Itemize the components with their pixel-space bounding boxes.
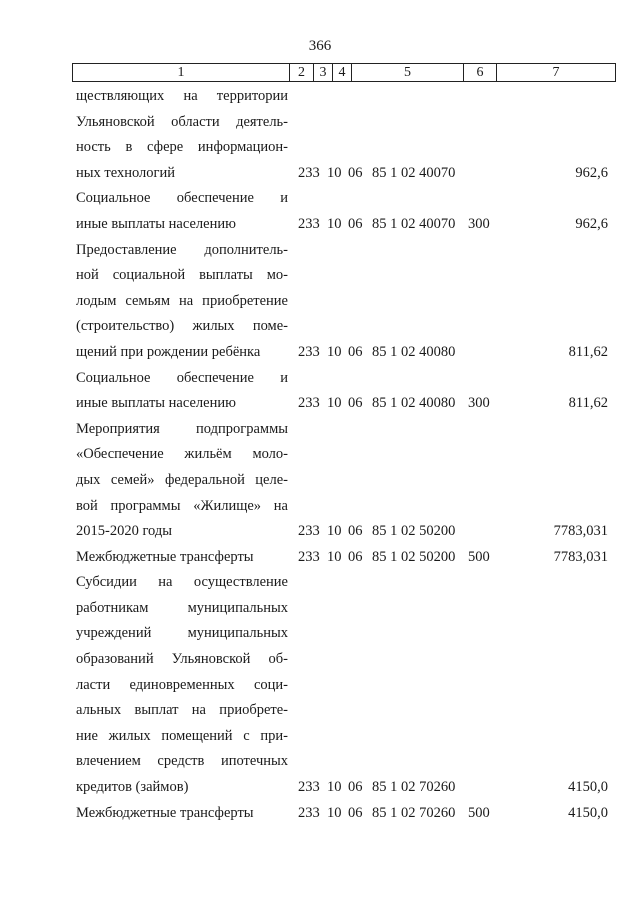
description-line: ных технологий [76,164,175,181]
target-article-code: 85 1 02 50200 [372,523,456,540]
section-code: 10 [327,343,342,360]
subsection-code: 06 [348,804,363,821]
amount: 7783,031 [553,548,608,565]
amount: 7783,031 [553,523,608,540]
row-codes [0,391,640,417]
column-header-3: 3 [314,64,333,82]
column-header-1: 1 [73,64,290,82]
description-line: альных выплат на приобрете- [76,702,288,719]
description-line: учреждений муниципальных [76,625,288,642]
section-code: 10 [327,804,342,821]
description-line: ществляющих на территории [76,88,288,104]
row-codes [0,340,640,366]
description-line: образований Ульяновской об- [76,651,288,668]
table-row [0,186,640,237]
admin-code: 233 [298,215,320,232]
page-number: 366 [308,38,332,54]
description-line: Субсидии на осуществление [76,574,288,591]
admin-code: 233 [298,395,320,412]
expense-type-code: 300 [468,215,490,232]
description-line: лодым семьям на приобретение [76,292,288,309]
admin-code: 233 [298,523,320,540]
target-article-code: 85 1 02 70260 [372,779,456,796]
subsection-code: 06 [348,164,363,181]
description-line: «Обеспечение жильём моло- [76,446,288,463]
row-codes [0,801,640,827]
expense-type-code: 300 [468,395,490,412]
expense-type-code: 500 [468,548,490,565]
section-code: 10 [327,164,342,181]
row-codes [0,775,640,801]
column-header-4: 4 [333,64,352,82]
description-line: Мероприятия подпрограммы [76,420,288,437]
table-row [0,238,640,366]
row-codes [0,545,640,571]
column-header-6: 6 [464,64,497,82]
target-article-code: 85 1 02 40070 [372,164,456,181]
column-header-7: 7 [497,64,616,82]
description-line: работникам муниципальных [76,599,288,616]
section-code: 10 [327,548,342,565]
description-line: вой программы «Жилище» на [76,497,288,514]
subsection-code: 06 [348,395,363,412]
row-codes [0,161,640,187]
description-line: Ульяновской области деятель- [76,113,288,130]
subsection-code: 06 [348,779,363,796]
amount: 4150,0 [568,804,608,821]
column-header-2: 2 [290,64,314,82]
admin-code: 233 [298,548,320,565]
description-line: Социальное обеспечение и [76,190,288,207]
description-line: щений при рождении ребёнка [76,343,261,360]
section-code: 10 [327,215,342,232]
description-line: (строительство) жилых поме- [76,318,288,335]
table-row [0,417,640,545]
description-line: 2015-2020 годы [76,523,172,540]
expense-type-code: 500 [468,804,490,821]
subsection-code: 06 [348,343,363,360]
row-description [76,570,288,800]
description-line: ной социальной выплаты мо- [76,267,288,284]
admin-code: 233 [298,343,320,360]
subsection-code: 06 [348,548,363,565]
amount: 811,62 [568,343,608,360]
section-code: 10 [327,779,342,796]
amount: 962,6 [575,164,608,181]
description-line: Предоставление дополнитель- [76,241,288,258]
column-header-table [72,63,616,82]
subsection-code: 06 [348,523,363,540]
section-code: 10 [327,395,342,412]
table-row [0,84,640,186]
table-row [0,545,640,571]
description-line: ние жилых помещений с при- [76,727,288,744]
description-line: кредитов (займов) [76,779,189,796]
admin-code: 233 [298,804,320,821]
description-line: Социальное обеспечение и [76,369,288,386]
amount: 4150,0 [568,779,608,796]
amount: 811,62 [568,395,608,412]
description-line: влечением средств ипотечных [76,753,288,770]
description-line: ность в сфере информацион- [76,139,288,156]
row-codes [0,212,640,238]
admin-code: 233 [298,779,320,796]
description-line: иные выплаты населению [76,395,236,412]
admin-code: 233 [298,164,320,181]
target-article-code: 85 1 02 70260 [372,804,456,821]
description-line: иные выплаты населению [76,215,236,232]
subsection-code: 06 [348,215,363,232]
description-line: Межбюджетные трансферты [76,548,254,565]
target-article-code: 85 1 02 50200 [372,548,456,565]
table-row [0,366,640,417]
row-codes [0,519,640,545]
table-row [0,570,640,800]
budget-table-body [0,84,640,826]
amount: 962,6 [575,215,608,232]
description-line: дых семей» федеральной целе- [76,471,288,488]
target-article-code: 85 1 02 40080 [372,343,456,360]
table-row [0,801,640,827]
description-line: ласти единовременных соци- [76,676,288,693]
column-header-5: 5 [352,64,464,82]
section-code: 10 [327,523,342,540]
target-article-code: 85 1 02 40080 [372,395,456,412]
target-article-code: 85 1 02 40070 [372,215,456,232]
description-line: Межбюджетные трансферты [76,804,254,821]
